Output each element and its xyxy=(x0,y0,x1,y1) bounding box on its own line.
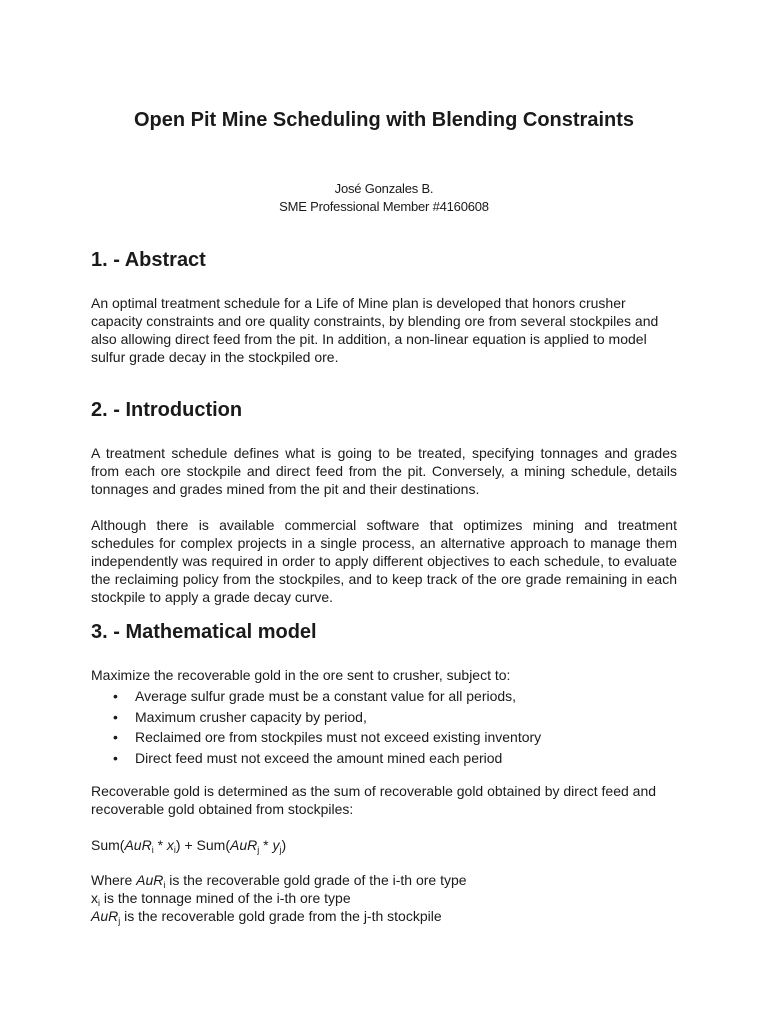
variable-definitions xyxy=(91,871,677,925)
paper-title: Open Pit Mine Scheduling with Blending Constraints xyxy=(133,109,634,131)
section-heading-introduction: 2. - Introduction xyxy=(91,399,243,421)
bullet-icon: • xyxy=(113,749,118,766)
introduction-paragraph-1: A treatment schedule defines what is going to be treated, specifying tonnages and grades from each ore stockpile and direct feed from the pit. Conversely, a mining schedule, details tonnages and grades mined from the pit and their destinations. xyxy=(91,445,677,497)
section-heading-abstract: 1. - Abstract xyxy=(91,249,206,271)
author-name: José Gonzales B. xyxy=(334,181,434,196)
abstract-paragraph: An optimal treatment schedule for a Life of Mine plan is developed that honors crusher capacity constraints and ore quality constraints, by blending ore from several stockpiles and also allowing direct feed from the pit. In addition, a non-linear equation is applied to model sulfur grade decay in the stockpiled ore. xyxy=(91,295,659,365)
list-item: • Direct feed must not exceed the amount mined each period xyxy=(91,748,541,769)
section-heading-mathematical-model: 3. - Mathematical model xyxy=(91,621,317,643)
bullet-icon: • xyxy=(113,708,118,725)
definition-line: AuR$_j$ is the recoverable gold grade from the j-th stockpile xyxy=(91,908,442,926)
model-intro: Maximize the recoverable gold in the ore sent to crusher, subject to: xyxy=(91,667,511,683)
constraint-list xyxy=(91,686,541,768)
bullet-icon: • xyxy=(113,688,118,704)
recoverable-gold-paragraph: Recoverable gold is determined as the sum of recoverable gold obtained by direct feed and recoverable gold obtained from stockpiles: xyxy=(91,783,657,817)
definition-line: $x_i$ is the tonnage mined of the i-th ore type xyxy=(91,890,351,908)
list-item: • Maximum crusher capacity by period, xyxy=(91,707,541,728)
definition-line: Where AuR$_i$ is the recoverable gold grade of the i-th ore type xyxy=(91,872,467,890)
list-item: • Average sulfur grade must be a constant value for all periods, xyxy=(91,686,541,707)
list-item: • Reclaimed ore from stockpiles must not exceed existing inventory xyxy=(91,727,541,748)
introduction-paragraph-2: Although there is available commercial software that optimizes mining and treatment schedules for complex projects in a single process, an alternative approach to manage them independently was required in order to apply different objectives to each schedule, to evaluate the reclaiming policy from the stockpiles, and to keep track of the ore grade remaining in each stockpile to apply a grade decay curve. xyxy=(91,517,677,605)
bullet-icon: • xyxy=(113,729,118,745)
author-affiliation: SME Professional Member #4160608 xyxy=(279,199,489,214)
author-block xyxy=(91,180,677,216)
objective-formula: $Sum(AuR_i * x_i) + Sum(AuR_j * y_j)$ xyxy=(91,837,287,855)
